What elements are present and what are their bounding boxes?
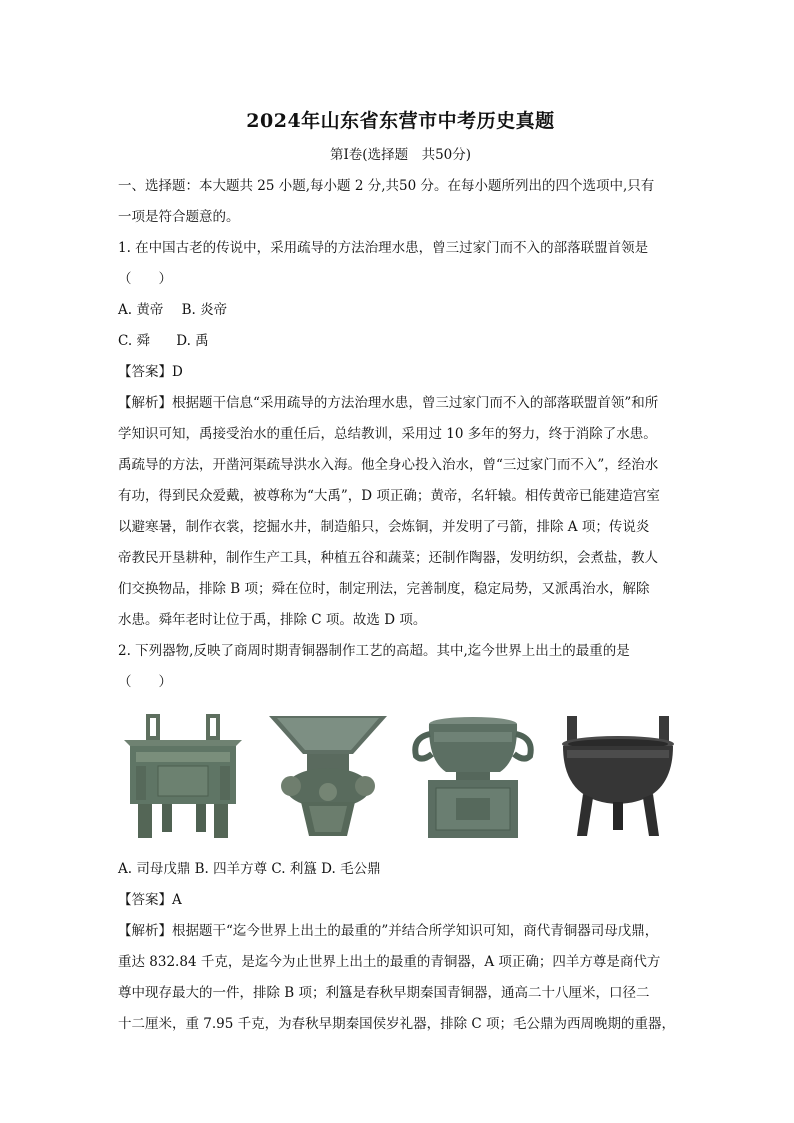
si-yang-fang-zun-image [263, 710, 393, 840]
q2-answer: 【答案】A [118, 892, 182, 908]
q1-analysis-line-7: 水患。舜年老时让位于禹，排除 C 项。故选 D 项。 [118, 612, 427, 628]
li-gui-image [408, 710, 538, 840]
document-page [118, 100, 683, 1040]
q1-option-a: A. 黄帝 [118, 302, 164, 318]
q2-stem-line-1: 2. 下列器物,反映了商周时期青铜器制作工艺的高超。其中,迄今世界上出土的最重的是 [118, 643, 630, 659]
q2-options: A. 司母戊鼎 B. 四羊方尊 C. 利簋 D. 毛公鼎 [118, 861, 381, 877]
q1-options-row-2 [118, 326, 683, 357]
q1-answer: 【答案】D [118, 364, 183, 380]
mao-gong-ding-image [553, 710, 683, 840]
q1-option-d: D. 禹 [176, 333, 209, 349]
q1-analysis-line-4: 以避寒暑，制作衣裳，挖掘水井，制造船只，会炼铜，并发明了弓箭，排除 A 项；传说炎 [118, 519, 650, 535]
q1-analysis-label: 【解析】 [118, 395, 172, 411]
si-mu-wu-ding-image [118, 710, 248, 840]
q2-analysis-label: 【解析】 [118, 923, 172, 939]
q2-analysis-line-2: 尊中现存最大的一件，排除 B 项；利簋是春秋早期秦国青铜器，通高二十八厘米，口径二 [118, 985, 650, 1001]
page-title: 2024年山东省东营市中考历史真题 [246, 110, 555, 132]
q2-bronze-images [118, 710, 683, 840]
section-subtitle: 第Ⅰ卷(选择题 共50分) [329, 147, 472, 163]
q2-analysis-text-0: 根据题干“迄今世界上出土的最重的”并结合所学知识可知，商代青铜器司母戊鼎， [172, 923, 659, 939]
q2-analysis-line-1: 重达 832.84 千克，是迄今为止世界上出土的最重的青铜器，A 项正确；四羊方尊是商代方 [118, 954, 661, 970]
q2-analysis-line-3: 十二厘米，重 7.95 千克，为春秋早期秦国侯岁礼器，排除 C 项；毛公鼎为西周晚期的重器， [118, 1016, 676, 1032]
q1-options-row-1 [118, 295, 683, 326]
section-intro-line-1: 一、选择题：本大题共 25 小题,每小题 2 分,共50 分。在每小题所列出的四个选项中,只有 [118, 178, 655, 194]
q1-option-c: C. 舜 [118, 333, 150, 349]
q1-analysis-line-3: 有功，得到民众爱戴，被尊称为“大禹”，D 项正确；黄帝，名轩辕。相传黄帝已能建造宫室 [118, 488, 660, 504]
section-intro-line-2: 一项是符合题意的。 [118, 209, 240, 225]
q1-stem-line-1: 1. 在中国古老的传说中，采用疏导的方法治理水患，曾三过家门而不入的部落联盟首领是 [118, 240, 649, 256]
q1-analysis-text-0: 根据题干信息“采用疏导的方法治理水患，曾三过家门而不入的部落联盟首领”和所 [172, 395, 659, 411]
q1-analysis-line-1: 学知识可知，禹接受治水的重任后，总结教训，采用过 10 多年的努力，终于消除了水患。 [118, 426, 657, 442]
q2-analysis-line-0 [118, 916, 683, 947]
q1-option-b: B. 炎帝 [181, 302, 228, 318]
q2-stem-line-2: （ ） [118, 674, 172, 690]
q1-analysis-line-5: 帝教民开垦耕种，制作生产工具，种植五谷和蔬菜；还制作陶器，发明纺织，会煮盐，教人 [118, 550, 658, 566]
q1-analysis-line-6: 们交换物品，排除 B 项；舜在位时，制定刑法，完善制度，稳定局势，又派禹治水，解除 [118, 581, 650, 597]
q1-analysis-line-0 [118, 388, 683, 419]
q1-analysis-line-2: 禹疏导的方法，开凿河渠疏导洪水入海。他全身心投入治水，曾“三过家门而不入”，经治水 [118, 457, 659, 473]
q1-stem-line-2: （ ） [118, 271, 172, 287]
